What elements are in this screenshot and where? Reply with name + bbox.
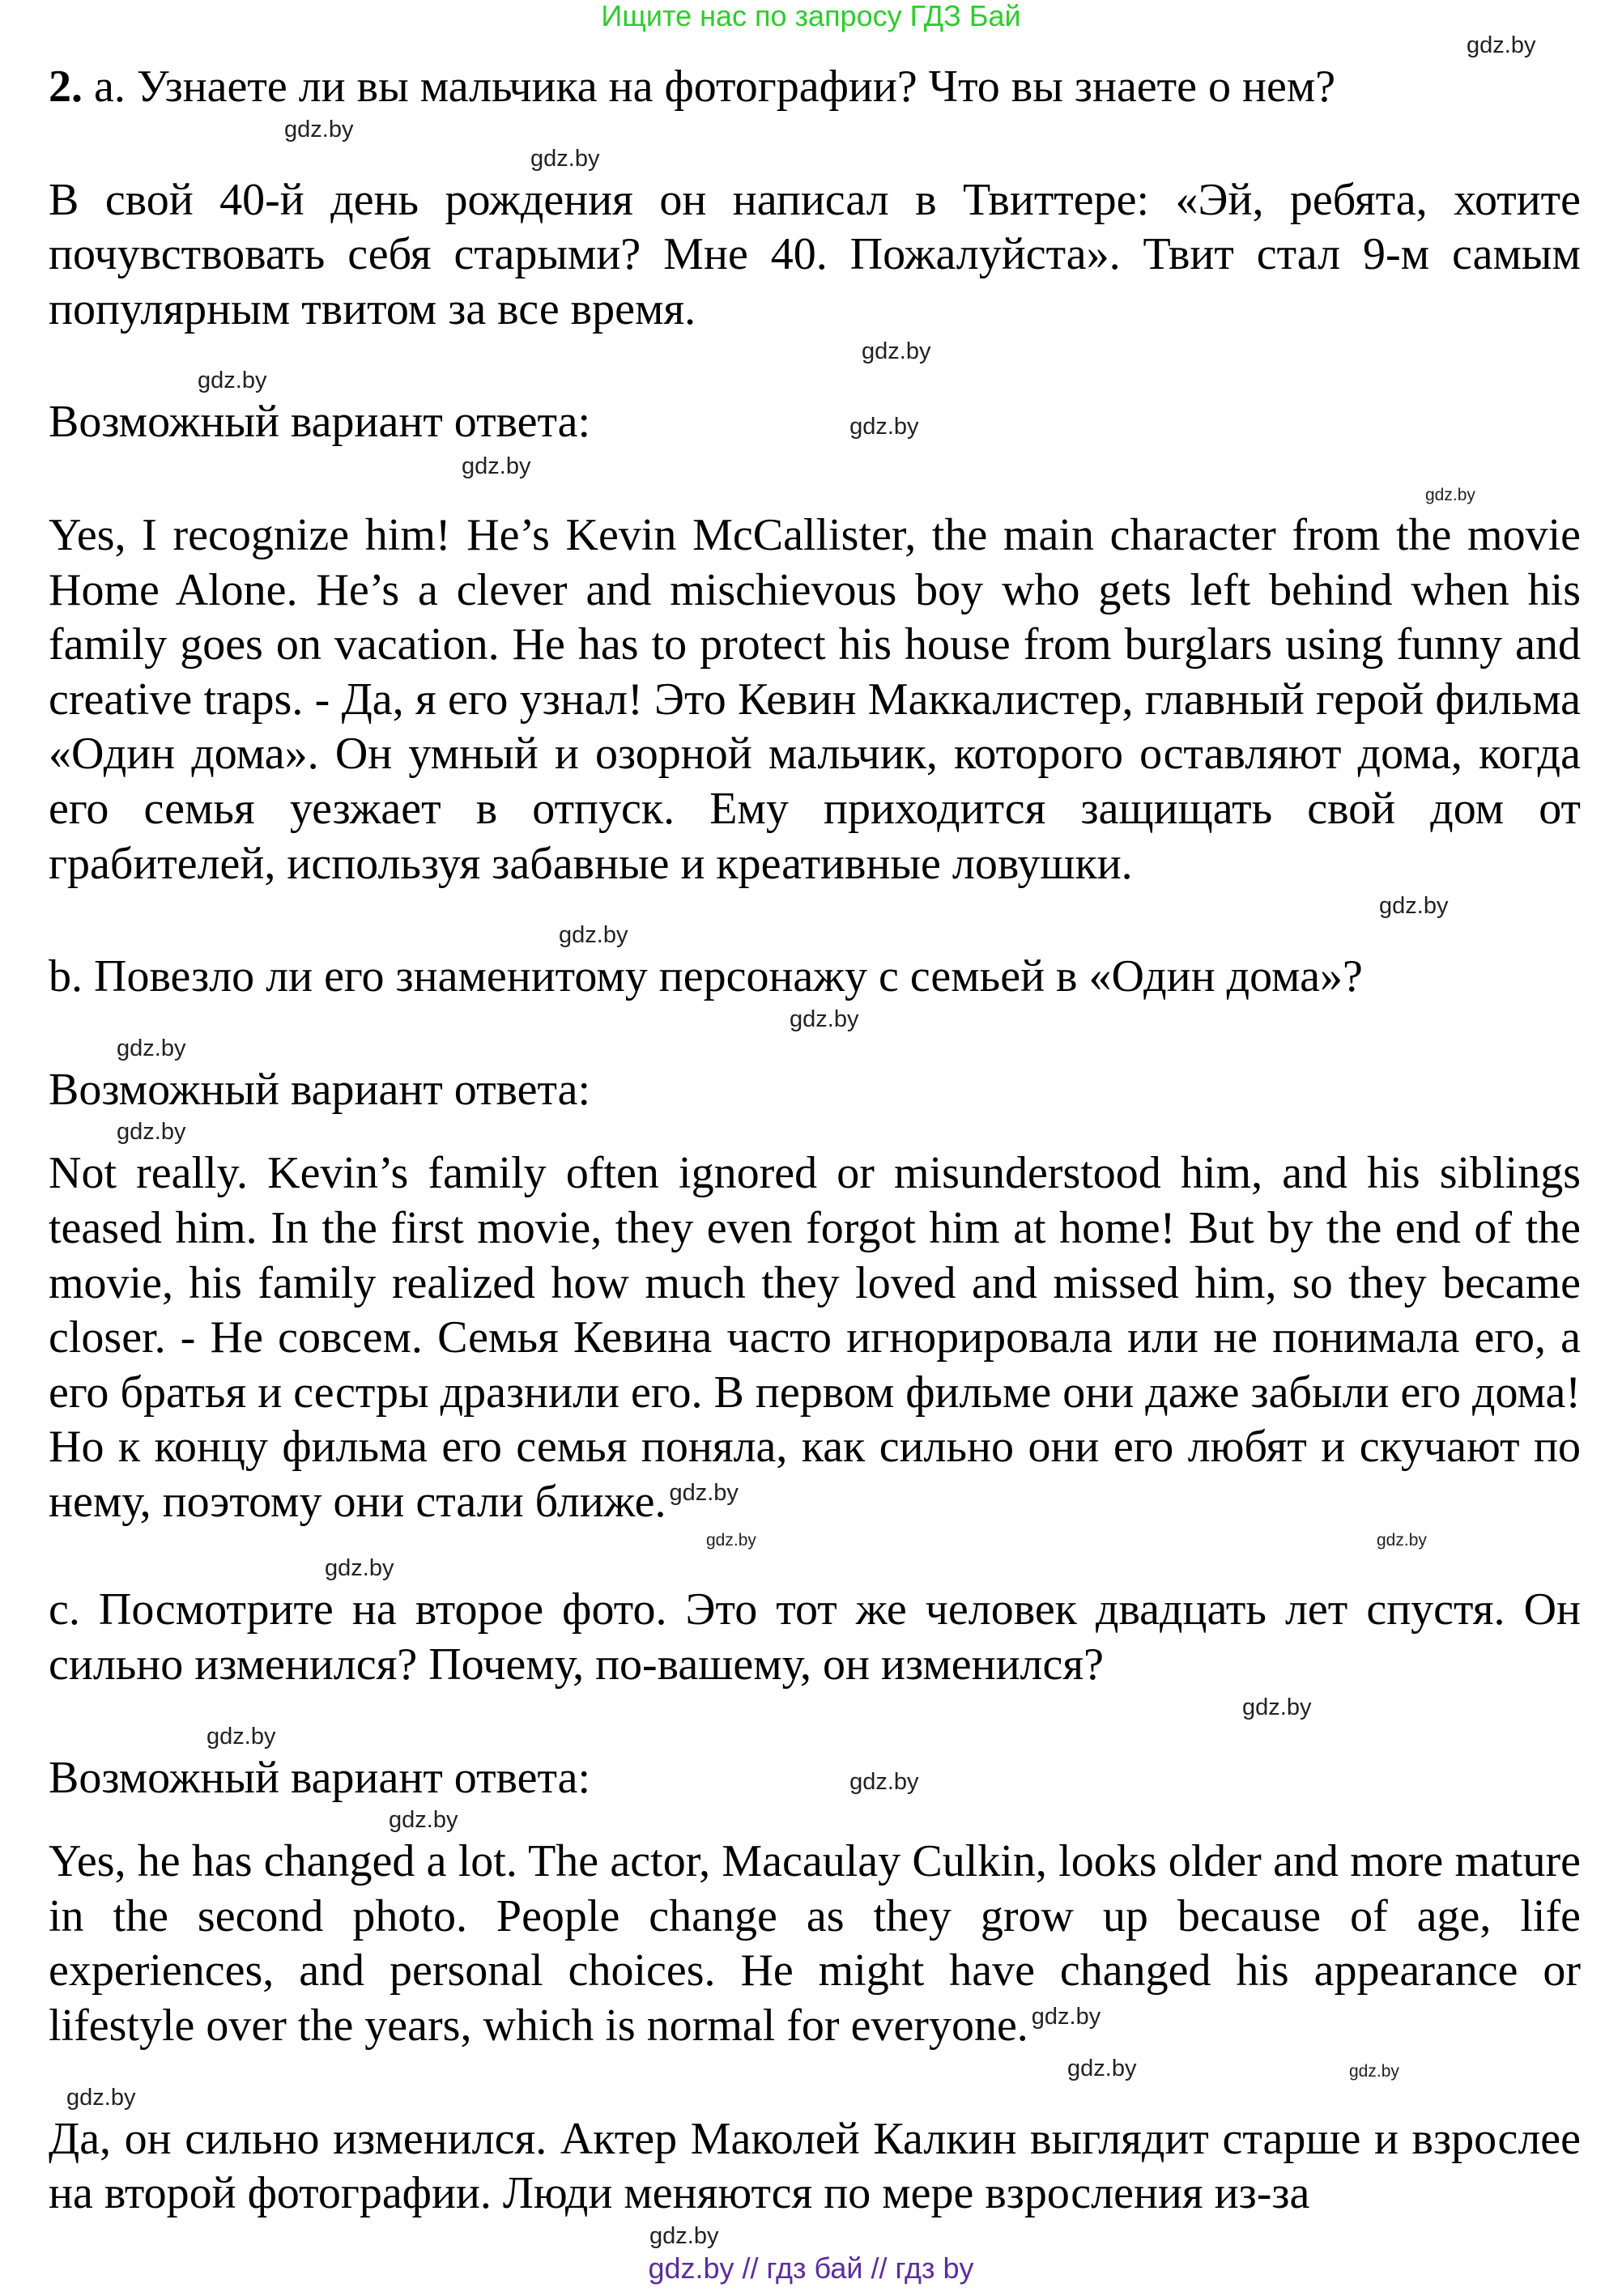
watermark: gdz.by <box>389 1807 458 1834</box>
answer-c-russian: Да, он сильно изменился. Актер Маколей Калкин выглядит старше и взрослее на второй фотографии. Люди меняются по мере взросления из-за <box>49 2113 1581 2219</box>
watermark: gdz.by <box>462 453 531 479</box>
answer-c-english-text: Yes, he has changed a lot. The actor, Macaulay Culkin, looks older and more mature in the second photo. People change as they grow up because of age, life experiences, and personal choices. He might have changed his appearance or lifestyle over the years, which is normal for everyone. <box>49 1836 1581 2052</box>
answer-c-english <box>49 1835 1581 2053</box>
watermark: gdz.by <box>1467 32 1536 58</box>
question-b: b. Повезло ли его знаменитому персонажу с семьей в «Один дома»? <box>49 951 1363 1002</box>
watermark: gdz.by <box>1377 1531 1427 1550</box>
watermark: gdz.by <box>559 922 628 949</box>
watermark: gdz.by <box>325 1555 394 1582</box>
watermark: gdz.by <box>649 2222 719 2249</box>
answer-label-c <box>49 1751 1581 1806</box>
watermark: gdz.by <box>1031 2004 1101 2030</box>
watermark: gdz.by <box>706 1531 756 1550</box>
search-banner: Ищите нас по запросу ГДЗ Бай <box>601 0 1021 32</box>
watermark: gdz.by <box>862 338 931 365</box>
answer-a: Yes, I recognize him! He’s Kevin McCallister, the main character from the movie Home Alone. He’s a clever and mischievous boy who gets left behind when his family goes on vacation. He has to protect his house from burglars using funny and creative traps. - Да, я его узнал! Это Кевин Маккалистер, главный герой фильма «Один дома». Он умный и озорной мальчик, которого оставляют дома, когда его семья уезжает в отпуск. Ему приходится защищать свой дом от грабителей, используя забавные и креативные ловушки. <box>49 509 1581 889</box>
footer-links[interactable]: gdz.by // гдз бай // гдз by <box>648 2251 974 2285</box>
answer-label-b: Возможный вариант ответа: <box>49 1064 591 1115</box>
watermark: gdz.by <box>117 1035 186 1061</box>
question-a <box>49 60 1581 115</box>
watermark: gdz.by <box>1425 485 1475 504</box>
watermark: gdz.by <box>849 1768 919 1795</box>
watermark: gdz.by <box>849 413 919 440</box>
watermark: gdz.by <box>284 116 354 142</box>
task-number: 2. <box>49 62 83 112</box>
watermark: gdz.by <box>1067 2055 1137 2081</box>
question-a-text: a. Узнаете ли вы мальчика на фотографии? Что вы знаете о нем? <box>94 62 1336 112</box>
watermark: gdz.by <box>1379 893 1449 920</box>
answer-b <box>49 1146 1581 1529</box>
watermark: gdz.by <box>66 2084 136 2111</box>
context-a: В свой 40-й день рождения он написал в Твиттере: «Эй, ребята, хотите почувствовать себя старыми? Мне 40. Пожалуйста». Твит стал 9-м самым популярным твитом за все время. <box>49 174 1581 334</box>
answer-label-text: Возможный вариант ответа: <box>49 397 591 448</box>
answer-label-a <box>49 395 1581 450</box>
watermark: gdz.by <box>530 145 600 172</box>
watermark: gdz.by <box>206 1723 276 1750</box>
watermark: gdz.by <box>1242 1694 1312 1720</box>
watermark: gdz.by <box>1349 2061 1399 2081</box>
watermark: gdz.by <box>790 1006 859 1032</box>
watermark: gdz.by <box>669 1480 739 1507</box>
answer-b-text: Not really. Kevin’s family often ignored or misunderstood him, and his siblings teased him. In the first movie, they even forgot him at home! But by the end of the movie, his family realized how much they loved and missed him, so they became closer. - Не совсем. Семья Кевина часто игнорировала или не понимала его, а его братья и сестры дразнили его. В первом фильме они даже забыли его дома! Но к концу фильма его семья поняла, как сильно они его любят и скучают по нему, поэтому они стали ближе. <box>49 1148 1581 1527</box>
watermark: gdz.by <box>117 1119 186 1146</box>
answer-label-text: Возможный вариант ответа: <box>49 1752 591 1803</box>
watermark: gdz.by <box>198 368 267 394</box>
question-c: c. Посмотрите на второе фото. Это тот же человек двадцать лет спустя. Он сильно изменился? Почему, по-вашему, он изменился? <box>49 1584 1581 1690</box>
